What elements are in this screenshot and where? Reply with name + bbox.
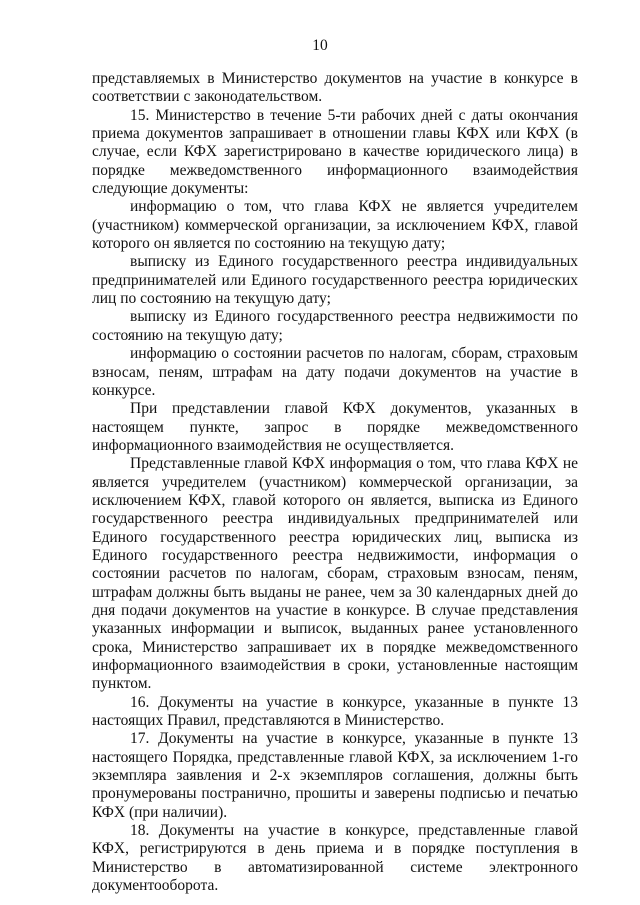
- paragraph-no-request: При представлении главой КФХ документов, указанных в настоящем пункте, запрос в порядке межведомственного информационного взаимодействия не осуществляется.: [92, 400, 578, 454]
- paragraph-egrn-extract: выписку из Единого государственного реестра недвижимости по состоянию на текущую дату;: [92, 308, 578, 344]
- document-body: [92, 70, 578, 895]
- paragraph-item-16: 16. Документы на участие в конкурсе, указанные в пункте 13 настоящих Правил, представляются в Министерство.: [92, 693, 578, 730]
- paragraph-egrip-extract: выписку из Единого государственного реестра индивидуальных предпринимателей или Единого государственного реестра юридических лиц по состоянию на текущую дату;: [92, 253, 578, 308]
- paragraph-tax-info: информацию о состоянии расчетов по налогам, сборам, страховым взносам, пеням, штрафам на дату подачи документов на участие в конкурсе.: [92, 345, 578, 399]
- page-number: 10: [312, 37, 328, 54]
- paragraph-founder-info: информацию о том, что глава КФХ не является учредителем (участником) коммерческой организации, за исключением КФХ, главой которого он является по состоянию на текущую дату;: [92, 198, 578, 253]
- paragraph-continuation: представляемых в Министерство документов на участие в конкурсе в соответствии с законодательством.: [92, 70, 578, 106]
- paragraph-item-17: 17. Документы на участие в конкурсе, указанные в пункте 13 настоящего Порядка, представленные главой КФХ, за исключением 1-го экземпляра заявления и 2-х экземпляров соглашения, должны быть пронумерованы постранично, прошиты и заверены подписью и печатью КФХ (при наличии).: [92, 730, 578, 821]
- paragraph-validity-period: Представленные главой КФХ информация о том, что глава КФХ не является учредителем (участником) коммерческой организации, за исключением КФХ, главой которого он является, выписка из Единого государственного реестра индивидуальных предпринимателей или Единого государственного реестра юридических лиц, выписка из Единого государственного реестра недвижимости, информация о состоянии расчетов по налогам, сборам, страховым взносам, пеням, штрафам должны быть выданы не ранее, чем за 30 календарных дней до дня подачи документов на участие в конкурсе. В случае представления указанных информации и выписок, выданных ранее установленного срока, Министерство запрашивает их в порядке межведомственного информационного взаимодействия в сроки, установленные настоящим пунктом.: [92, 455, 578, 693]
- paragraph-item-18: 18. Документы на участие в конкурсе, представленные главой КФХ, регистрируются в день приема и в порядке поступления в Министерство в автоматизированной системе электронного документооборота.: [92, 822, 578, 895]
- paragraph-item-15: 15. Министерство в течение 5-ти рабочих дней с даты окончания приема документов запрашивает в отношении главы КФХ или КФХ (в случае, если КФХ зарегистрировано в качестве юридического лица) в порядке межведомственного информационного взаимодействия следующие документы:: [92, 106, 578, 198]
